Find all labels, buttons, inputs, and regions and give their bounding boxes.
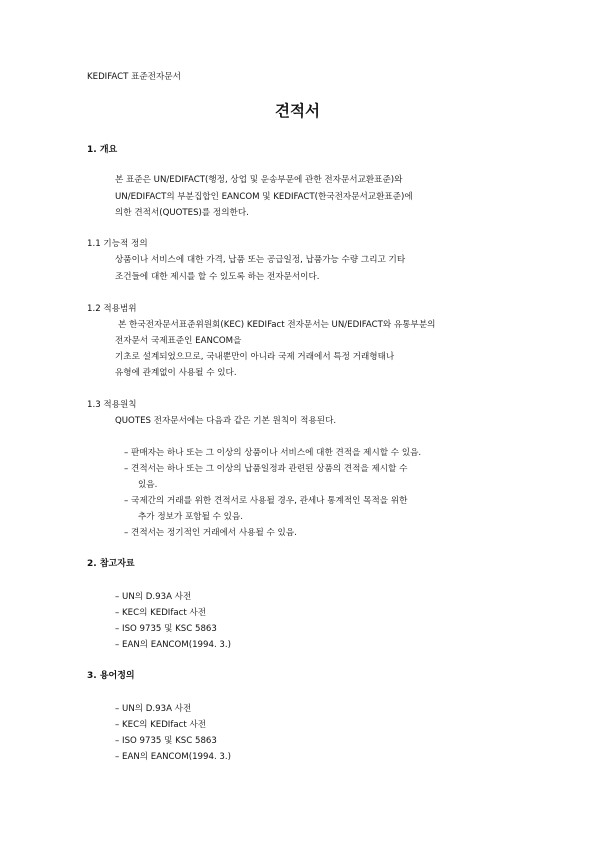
section-1-2-line-2: 전자문서 국제표준인 EANCOM을 (115, 336, 242, 346)
section-1-2-heading: 1.2 적용범위 (87, 304, 137, 314)
terms-item: – UN의 D.93A 사전 (115, 704, 192, 714)
section-2-heading: 2. 참고자료 (87, 559, 135, 569)
section-3-heading: 3. 용어정의 (87, 671, 135, 681)
document-title: 견적서 (275, 102, 320, 120)
reference-item: – UN의 D.93A 사전 (115, 592, 192, 602)
principle-bullet-2: – 견적서는 하나 또는 그 이상의 납품일정과 관련된 상품의 견적을 제시할 수 (124, 464, 408, 474)
principle-bullet-3: – 국제간의 거래를 위한 견적서로 사용될 경우, 관세나 통계적인 목적을 위한 (124, 496, 408, 506)
intro-line-2: UN/EDIFACT의 부분집합인 EANCOM 및 KEDIFACT(한국전자문서교환표준)에 (115, 192, 413, 202)
section-1-1-line-2: 조건들에 대한 제시를 할 수 있도록 하는 전자문서이다. (115, 272, 320, 282)
intro-line-1: 본 표준은 UN/EDIFACT(행정, 상업 및 운송부문에 관한 전자문서교환표준)와 (115, 175, 403, 185)
section-1-heading: 1. 개요 (87, 145, 118, 155)
intro-line-3: 의한 견적서(QUOTES)를 정의한다. (115, 208, 249, 218)
section-1-2-line-3: 기초로 설계되었으므로, 국내뿐만이 아니라 국제 거래에서 특정 거래형태나 (115, 352, 395, 362)
principle-bullet-4: – 견적서는 정기적인 거래에서 사용될 수 있음. (124, 528, 297, 538)
section-1-1-heading: 1.1 기능적 정의 (87, 239, 148, 249)
document-header: KEDIFACT 표준전자문서 (87, 72, 181, 82)
terms-item: – KEC의 KEDIfact 사전 (115, 720, 207, 730)
principle-bullet-1: – 판매자는 하나 또는 그 이상의 상품이나 서비스에 대한 견적을 제시할 수 있음. (124, 448, 422, 458)
principle-bullet-3-cont: 추가 정보가 포함될 수 있음. (138, 512, 243, 522)
section-1-2-line-1: 본 한국전자문서표준위원회(KEC) KEDIFact 전자문서는 UN/EDIFACT와 유통부분의 (118, 320, 436, 330)
terms-item: – ISO 9735 및 KSC 5863 (115, 736, 217, 746)
section-1-3-heading: 1.3 적용원칙 (87, 400, 137, 410)
reference-item: – EAN의 EANCOM(1994. 3.) (115, 640, 231, 650)
principle-bullet-2-cont: 있음. (138, 480, 158, 490)
section-1-2-line-4: 유형에 관계없이 사용될 수 있다. (115, 368, 237, 378)
reference-item: – KEC의 KEDIfact 사전 (115, 608, 207, 618)
terms-item: – EAN의 EANCOM(1994. 3.) (115, 752, 231, 762)
section-1-3-lead: QUOTES 전자문서에는 다음과 같은 기본 원칙이 적용된다. (115, 416, 337, 426)
section-1-1-line-1: 상품이나 서비스에 대한 가격, 납품 또는 공급일정, 납품가능 수량 그리고 기타 (115, 255, 406, 265)
reference-item: – ISO 9735 및 KSC 5863 (115, 624, 217, 634)
